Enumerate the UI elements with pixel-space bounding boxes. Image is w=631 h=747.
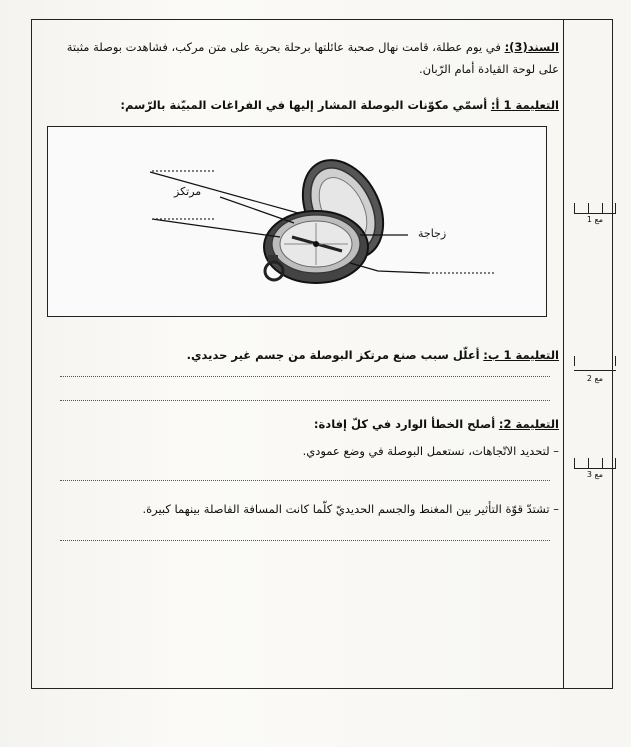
support-paragraph: [39, 36, 559, 80]
task1a: [39, 94, 559, 116]
task1b-label: التعليمة 1 ب:: [483, 348, 559, 362]
task2: [39, 413, 559, 435]
leader-blank2: [152, 219, 280, 237]
task2-item2: – تشتدّ قوّة التأثير بين المغنط والجسم الحديديّ كلّما كانت المسافة الفاصلة بينهما كبيرة.: [142, 502, 559, 516]
support-line1: في يوم عطلة، قامت نهال صحبة عائلتها برحلة بحرية على متن مركب، فشاهدت بوصلة مثبتة: [66, 40, 501, 54]
compass-drawing: [48, 127, 546, 316]
score-box-2: [574, 356, 616, 386]
leader-blank1: [150, 172, 298, 213]
answer-line: [60, 480, 550, 481]
score-label-1: مع 1: [586, 215, 604, 224]
score-box-1: [574, 203, 616, 233]
compass-body: [264, 211, 368, 283]
support-line2: على لوحة القيادة أمام الرّبان.: [418, 62, 559, 76]
label-pivot: مرتكز: [174, 185, 202, 198]
task2-label: التعليمة 2:: [498, 417, 559, 431]
task2-text: أصلح الخطأ الوارد في كلّ إفادة:: [313, 417, 496, 431]
task1b-text: أعلّل سبب صنع مرتكز البوصلة من جسم غير حديدي.: [186, 348, 480, 362]
task1a-label: التعليمة 1 أ:: [490, 98, 559, 112]
score-margin-divider: [563, 19, 564, 689]
task2-item1: – لتحديد الاتّجاهات، نستعمل البوصلة في وضع عمودي.: [302, 444, 559, 458]
task1b: [39, 344, 559, 366]
compass-figure: [47, 126, 547, 317]
score-label-2: مع 2: [586, 374, 604, 383]
label-glass: زجاجة: [418, 227, 447, 240]
score-label-3: مع 3: [586, 470, 604, 479]
task1a-text: أسمّي مكوّنات البوصلة المشار إليها في الفراغات المبيّنة بالرّسم:: [120, 98, 488, 112]
leader-pivot: [220, 197, 294, 223]
answer-line: [60, 540, 550, 541]
score-box-3: [574, 458, 616, 488]
support-label: السند(3):: [504, 40, 559, 54]
answer-line: [60, 400, 550, 401]
answer-line: [60, 376, 550, 377]
